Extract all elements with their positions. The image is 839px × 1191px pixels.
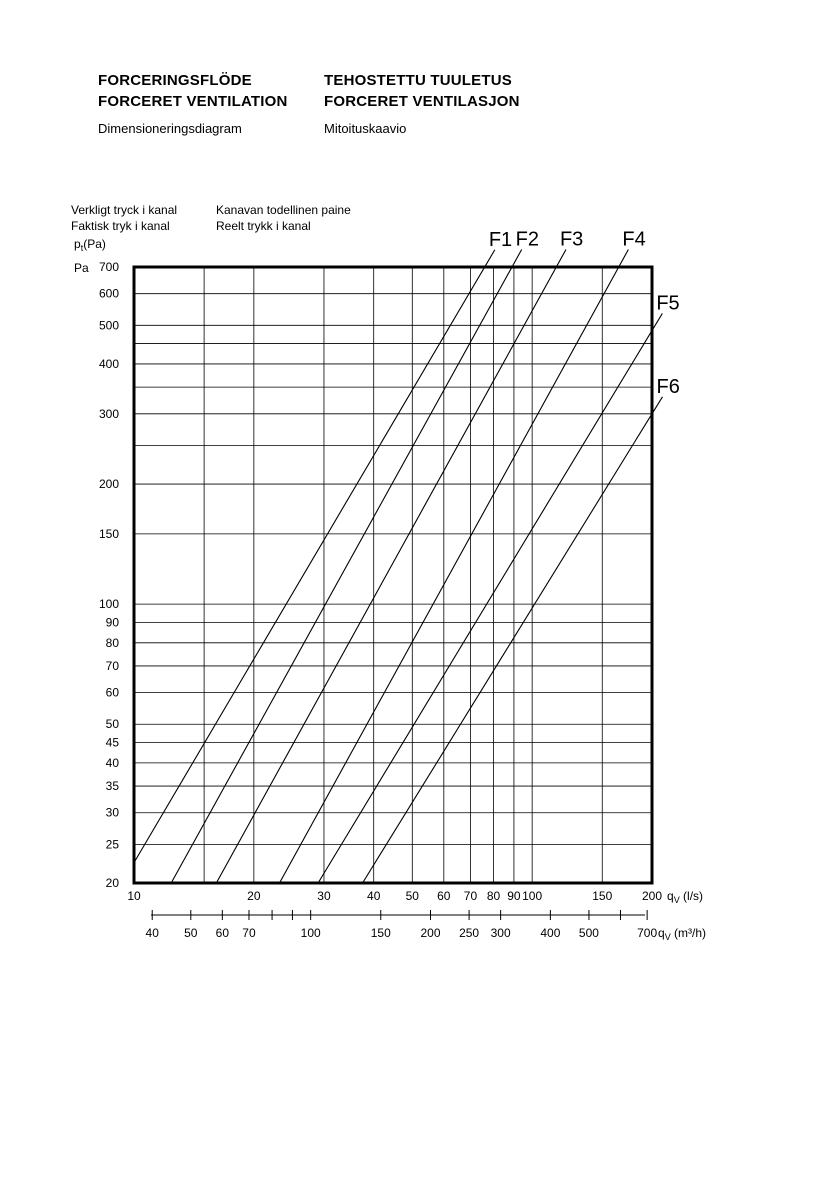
x-tick-label: 20 — [247, 889, 261, 903]
secondary-x-tick-label: 400 — [540, 926, 561, 940]
x-tick-label: 100 — [522, 889, 543, 903]
secondary-x-tick-label: 70 — [242, 926, 256, 940]
y-tick-label: 30 — [105, 805, 119, 820]
secondary-x-tick-label: 200 — [420, 926, 441, 940]
y-tick-label: 100 — [98, 597, 119, 612]
y-tick-label: 70 — [105, 658, 119, 673]
series-line-f1 — [134, 250, 495, 863]
y-tick-label: 200 — [98, 477, 119, 492]
ylabel-line: Reelt trykk i kanal — [216, 219, 311, 233]
x-tick-label: 70 — [463, 889, 478, 903]
y-tick-label: 300 — [98, 406, 119, 421]
series-label: F3 — [559, 228, 584, 251]
secondary-x-axis-label: $q_V$ (m³/h) — [658, 926, 707, 942]
grid — [134, 267, 652, 883]
secondary-x-tick-label: 50 — [184, 926, 198, 940]
series-line-f4 — [280, 249, 629, 883]
series-line-f2 — [171, 249, 521, 883]
y-tick-label: 500 — [98, 318, 119, 333]
subtitle: Dimensioneringsdiagram — [98, 121, 242, 136]
plot-frame — [134, 267, 652, 883]
x-axis-label: $q_V$ (l/s) — [667, 889, 704, 905]
y-tick-label: 50 — [105, 717, 119, 732]
y-tick-label: 700 — [98, 260, 119, 274]
y-unit: Pa — [74, 261, 89, 275]
y-tick-label: 600 — [98, 286, 119, 301]
secondary-x-tick-label: 100 — [300, 926, 321, 940]
y-tick-label: 400 — [98, 356, 119, 371]
x-tick-labels — [127, 889, 662, 903]
x-tick-label: 80 — [486, 889, 501, 903]
secondary-x-tick-label: 40 — [145, 926, 159, 940]
series-label: F5 — [656, 292, 680, 315]
title-line-2: FORCERET VENTILASJON — [324, 93, 520, 110]
x-tick-label: 90 — [507, 889, 521, 903]
x-tick-label: 50 — [405, 889, 419, 903]
x-tick-label: 60 — [437, 889, 451, 903]
secondary-x-tick-label: 150 — [370, 926, 391, 940]
y-tick-label: 150 — [98, 526, 119, 541]
y-tick-label: 60 — [105, 685, 119, 700]
x-tick-label: 10 — [127, 889, 141, 903]
secondary-x-tick-label: 700 — [637, 926, 658, 940]
title-line-1: FORCERINGSFLÖDE — [98, 72, 252, 89]
series-label: F1 — [488, 228, 513, 251]
secondary-x-tick-label: 300 — [490, 926, 511, 940]
title-line-1: TEHOSTETTU TUULETUS — [324, 72, 512, 89]
y-tick-label: 90 — [105, 615, 119, 630]
secondary-x-tick-label: 60 — [215, 926, 230, 940]
y-tick-label: 35 — [105, 779, 119, 794]
series-label: F4 — [622, 228, 646, 251]
x-tick-label: 30 — [317, 889, 331, 903]
series-line-f5 — [318, 313, 662, 883]
ylabel-line: Kanavan todellinen paine — [216, 203, 351, 217]
series-lines — [134, 228, 680, 883]
y-symbol: $p_t(Pa)$ — [74, 237, 106, 253]
series-label: F6 — [656, 375, 680, 398]
ylabel-line: Verkligt tryck i kanal — [71, 203, 178, 217]
secondary-x-tick-label: 500 — [578, 926, 599, 940]
y-tick-labels — [99, 260, 119, 890]
secondary-x-tick-label: 250 — [459, 926, 480, 940]
ylabel-line: Faktisk tryk i kanal — [71, 219, 170, 233]
x-tick-label: 200 — [641, 889, 663, 903]
x-tick-label: 40 — [367, 889, 381, 903]
y-tick-label: 40 — [105, 755, 119, 770]
y-tick-label: 25 — [105, 837, 119, 852]
subtitle: Mitoituskaavio — [324, 121, 407, 136]
series-line-f6 — [363, 397, 663, 883]
series-label: F2 — [515, 228, 540, 251]
y-tick-label: 45 — [105, 735, 119, 750]
y-tick-label: 80 — [105, 635, 119, 650]
x-tick-label: 150 — [592, 889, 613, 903]
y-tick-label: 20 — [105, 876, 119, 890]
title-line-2: FORCERET VENTILATION — [98, 93, 288, 110]
